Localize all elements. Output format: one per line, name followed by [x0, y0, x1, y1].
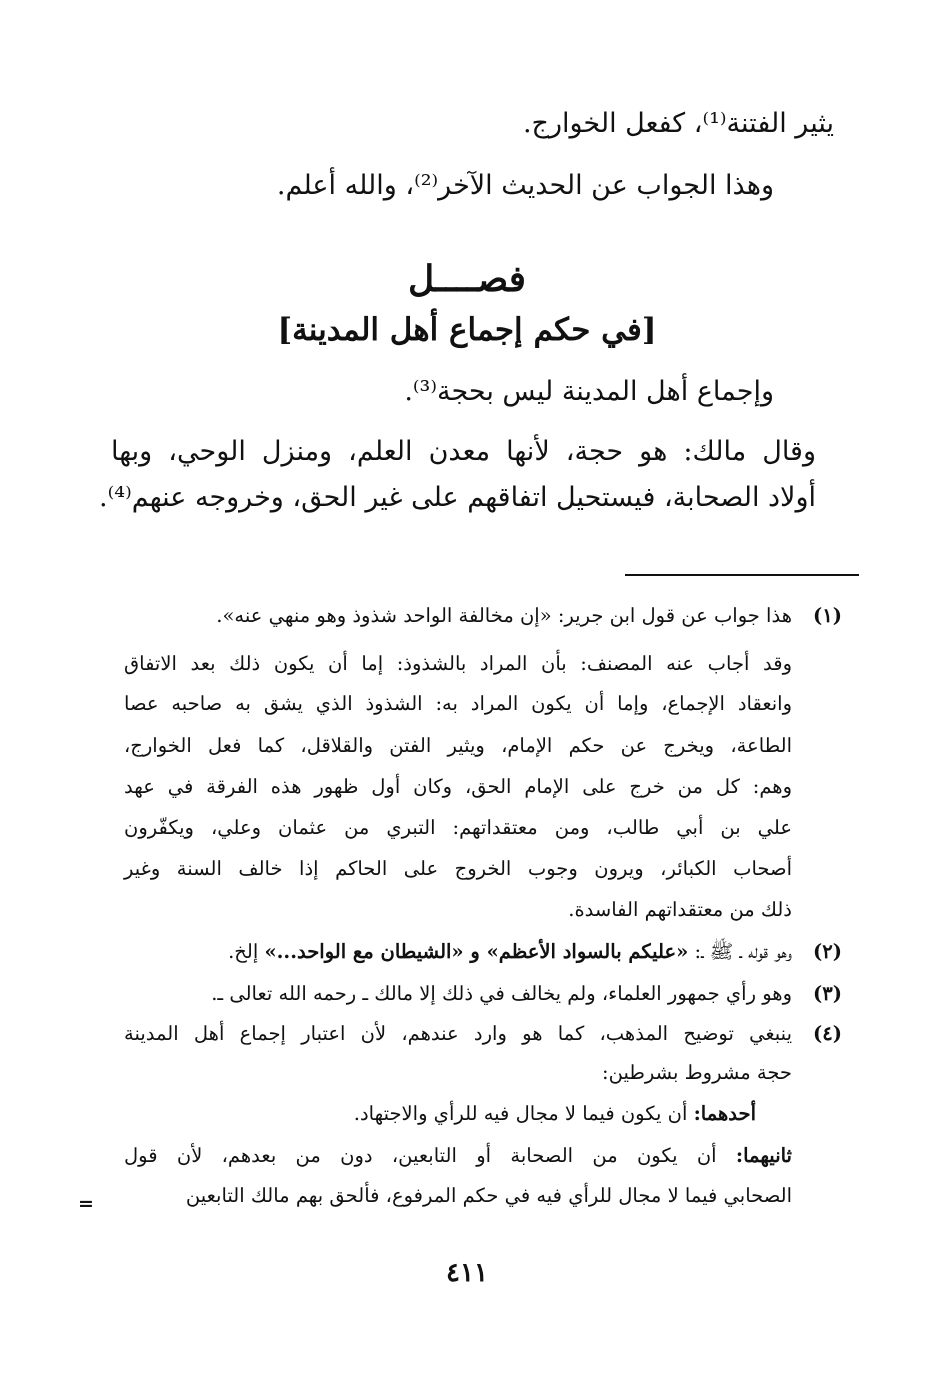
body-paragraph-2-line-2: أولاد الصحابة، فيستحيل اتفاقهم على غير الحق، وخروجه عنهم⁽⁴⁾.: [99, 482, 816, 513]
footnote-4-second-label: ثانيهما:: [735, 1144, 792, 1167]
footnote-4-line-last: الصحابي فيما لا مجال للرأي فيه في حكم المرفوع، فألحق بهم مالك التابعين: [185, 1184, 792, 1207]
footnote-1-line-4: الطاعة، ويخرج عن حكم الإمام، ويثير الفتن والقلاقل، كما فعل الخوارج،: [124, 734, 792, 757]
footnote-1-line-6: علي بن أبي طالب، ومن معتقداتهم: التبري من عثمان وعلي، ويكفّرون: [124, 816, 792, 839]
footnote-4-first-text: أن يكون فيما لا مجال فيه للرأي والاجتهاد.: [353, 1102, 694, 1125]
footnote-1-line-1: هذا جواب عن قول ابن جرير: «إن مخالفة الواحد شذوذ وهو منهي عنه».: [216, 604, 792, 627]
section-heading: فصــــل: [408, 258, 526, 300]
page-number: ٤١١: [446, 1258, 488, 1288]
section-title: [في حكم إجماع أهل المدينة]: [277, 312, 657, 348]
footnote-1-line-7: أصحاب الكبائر، ويرون وجوب الخروج على الحاكم إذا خالف السنة وغير: [124, 857, 792, 880]
footnote-4-line-2: حجة مشروط بشرطين:: [602, 1061, 792, 1084]
footnote-1-line-3: وانعقاد الإجماع، وإما أن يكون المراد به: الشذوذ الذي يشق به صاحبه عصا: [124, 692, 792, 715]
footnote-4-first-condition: [354, 1102, 756, 1125]
continuation-mark: =: [78, 1193, 94, 1215]
footnote-3-text: وهو رأي جمهور العلماء، ولم يخالف في ذلك إلا مالك ـ رحمه الله تعالى ـ.: [211, 982, 792, 1005]
body-paragraph-1: وإجماع أهل المدينة ليس بحجة⁽³⁾.: [404, 376, 774, 407]
body-paragraph-2-line-1: وقال مالك: هو حجة، لأنها معدن العلم، ومنزل الوحي، وبها: [111, 436, 816, 467]
footnote-4-second-text: أن يكون من الصحابة أو التابعين، دون من بعدهم، لأن قول: [124, 1144, 736, 1167]
footnote-4-number: (٤): [813, 1022, 842, 1045]
footnote-2-text-after: إلخ.: [228, 940, 265, 963]
footnote-1-line-2: وقد أجاب عنه المصنف: بأن المراد بالشذوذ: إما أن يكون ذلك بعد الاتفاق: [124, 652, 792, 675]
footnote-2-text: [228, 940, 792, 968]
footnote-1-line-8: ذلك من معتقداتهم الفاسدة.: [568, 898, 792, 921]
footnote-2-quote: «عليكم بالسواد الأعظم» و «الشيطان مع الواحد...»: [264, 940, 689, 963]
footnote-4-line-1: ينبغي توضيح المذهب، كما هو وارد عندهم، لأن اعتبار إجماع أهل المدينة: [124, 1022, 792, 1045]
footnote-2-text-before: وهو قوله ـ ﷺ ـ:: [688, 940, 792, 963]
footnote-1-line-5: وهم: كل من خرج على الإمام الحق، وكان أول ظهور هذه الفرقة في عهد: [124, 775, 792, 798]
footnote-2-number: (٢): [813, 940, 842, 963]
footnote-4-first-label: أحدهما:: [693, 1102, 756, 1125]
footnote-3-number: (٣): [813, 982, 842, 1005]
footnote-1-number: (١): [813, 604, 842, 627]
footnote-4-second-condition: [124, 1144, 792, 1167]
body-line-2: وهذا الجواب عن الحديث الآخر⁽²⁾، والله أعلم.: [276, 170, 774, 201]
body-line-1: يثير الفتنة⁽¹⁾، كفعل الخوارج.: [522, 108, 834, 139]
footnote-separator: [625, 574, 859, 576]
